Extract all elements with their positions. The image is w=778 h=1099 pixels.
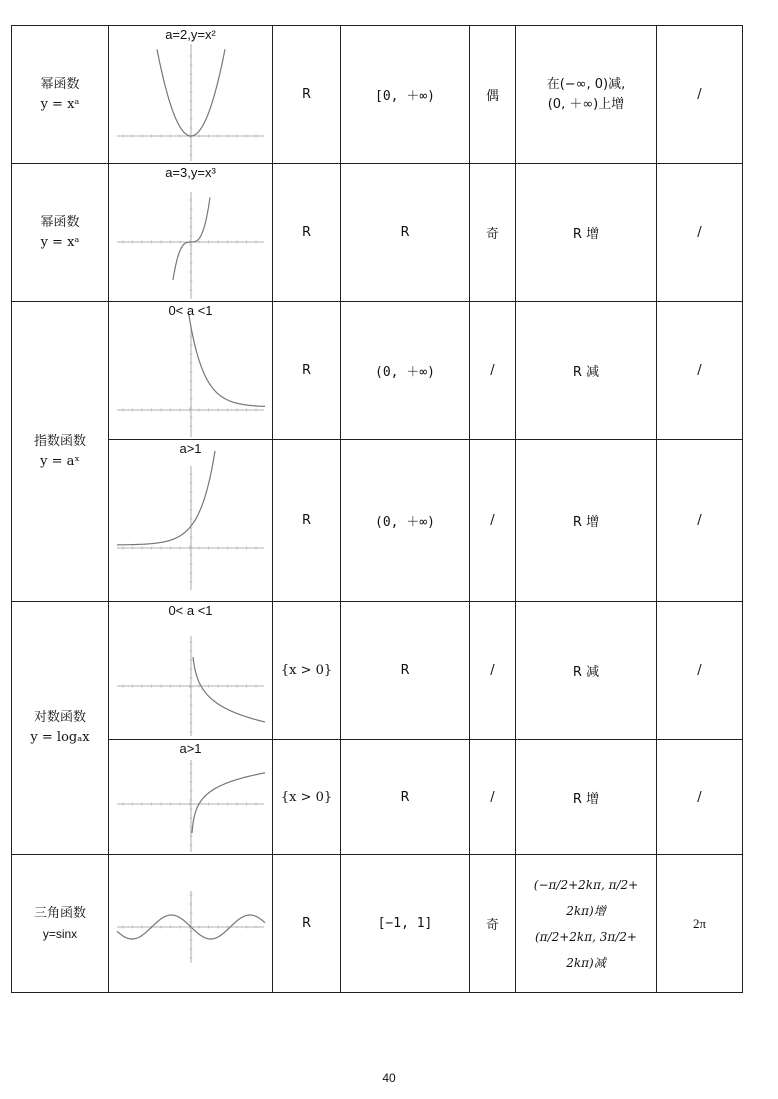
monotonicity-cell: R 增 xyxy=(516,740,657,855)
function-name-cell xyxy=(12,602,109,855)
row-trig-sine xyxy=(12,855,743,993)
function-name-cell xyxy=(12,26,109,164)
monotonicity-line: (π/2+2kπ, 3π/2+ xyxy=(535,929,637,944)
period-cell: / xyxy=(657,26,743,164)
row-log-increasing xyxy=(12,740,743,855)
domain-cell: R xyxy=(273,302,341,440)
graph-caption: 0< a <1 xyxy=(168,603,213,618)
row-power-cube xyxy=(12,164,743,302)
graph-exp-decay xyxy=(109,302,273,440)
graph-caption: a=2,y=x² xyxy=(165,27,216,42)
monotonicity-line: 2kπ)增 xyxy=(566,903,606,918)
domain-cell: {x > 0} xyxy=(273,602,341,740)
domain-cell: {x > 0} xyxy=(273,740,341,855)
monotonicity-cell: R 减 xyxy=(516,602,657,740)
function-formula: y = xᵃ xyxy=(40,96,80,112)
period-cell: / xyxy=(657,164,743,302)
period-cell: / xyxy=(657,302,743,440)
page-number: 40 xyxy=(382,1071,396,1085)
function-name-cell xyxy=(12,855,109,993)
range-cell: [0, ＋∞) xyxy=(341,26,470,164)
parity-cell: / xyxy=(470,740,516,855)
monotonicity-line: (−π/2+2kπ, π/2+ xyxy=(533,877,639,892)
monotonicity-cell xyxy=(516,26,657,164)
row-log-decreasing xyxy=(12,602,743,740)
graph-cell xyxy=(109,740,273,855)
domain-cell: R xyxy=(273,26,341,164)
graph-caption: a=3,y=x³ xyxy=(165,165,216,180)
function-name: 幂函数 xyxy=(40,214,80,230)
function-formula: y=sinx xyxy=(42,926,78,941)
graph-log-decreasing xyxy=(109,602,273,740)
graph-parabola xyxy=(109,26,273,164)
function-formula: y = xᵃ xyxy=(40,234,80,250)
graph-cell xyxy=(109,855,273,993)
parity-cell: / xyxy=(470,302,516,440)
parity-cell: 奇 xyxy=(470,855,516,993)
parity-cell: / xyxy=(470,602,516,740)
graph-caption: a>1 xyxy=(179,741,202,756)
monotonicity-line: (0, ＋∞)上增 xyxy=(547,96,625,112)
row-exponential-decay xyxy=(12,302,743,440)
function-name: 幂函数 xyxy=(40,76,80,92)
monotonicity-cell: R 增 xyxy=(516,164,657,302)
function-name: 三角函数 xyxy=(33,905,86,921)
parity-cell: 奇 xyxy=(470,164,516,302)
graph-cell xyxy=(109,164,273,302)
period-cell: / xyxy=(657,740,743,855)
domain-cell: R xyxy=(273,440,341,602)
function-name: 指数函数 xyxy=(33,433,86,449)
monotonicity-cell: R 增 xyxy=(516,440,657,602)
graph-sine xyxy=(109,855,273,993)
graph-cell xyxy=(109,26,273,164)
monotonicity-cell xyxy=(516,855,657,993)
row-exponential-growth xyxy=(12,440,743,602)
row-power-square xyxy=(12,26,743,164)
graph-cell xyxy=(109,602,273,740)
graph-cubic xyxy=(109,164,273,302)
domain-cell: R xyxy=(273,855,341,993)
domain-cell: R xyxy=(273,164,341,302)
graph-caption: 0< a <1 xyxy=(168,303,213,318)
graph-cell xyxy=(109,440,273,602)
function-name-cell xyxy=(12,164,109,302)
range-cell: R xyxy=(341,164,470,302)
graph-log-increasing xyxy=(109,740,273,855)
graph-caption: a>1 xyxy=(179,441,202,456)
period-cell: 2π xyxy=(657,855,743,993)
monotonicity-line: 2kπ)减 xyxy=(566,955,606,970)
monotonicity-cell: R 减 xyxy=(516,302,657,440)
graph-cell xyxy=(109,302,273,440)
range-cell: [−1, 1] xyxy=(341,855,470,993)
graph-exp-growth xyxy=(109,440,273,602)
function-formula: y = logₐx xyxy=(30,730,90,745)
monotonicity-line: 在(−∞, 0)减, xyxy=(546,76,626,92)
period-cell: / xyxy=(657,602,743,740)
parity-cell: 偶 xyxy=(470,26,516,164)
range-cell: (0, ＋∞) xyxy=(341,302,470,440)
function-name: 对数函数 xyxy=(33,710,86,725)
function-properties-table xyxy=(11,25,743,993)
range-cell: (0, ＋∞) xyxy=(341,440,470,602)
range-cell: R xyxy=(341,740,470,855)
range-cell: R xyxy=(341,602,470,740)
function-name-cell xyxy=(12,302,109,602)
function-formula: y = aˣ xyxy=(40,453,80,469)
parity-cell: / xyxy=(470,440,516,602)
period-cell: / xyxy=(657,440,743,602)
